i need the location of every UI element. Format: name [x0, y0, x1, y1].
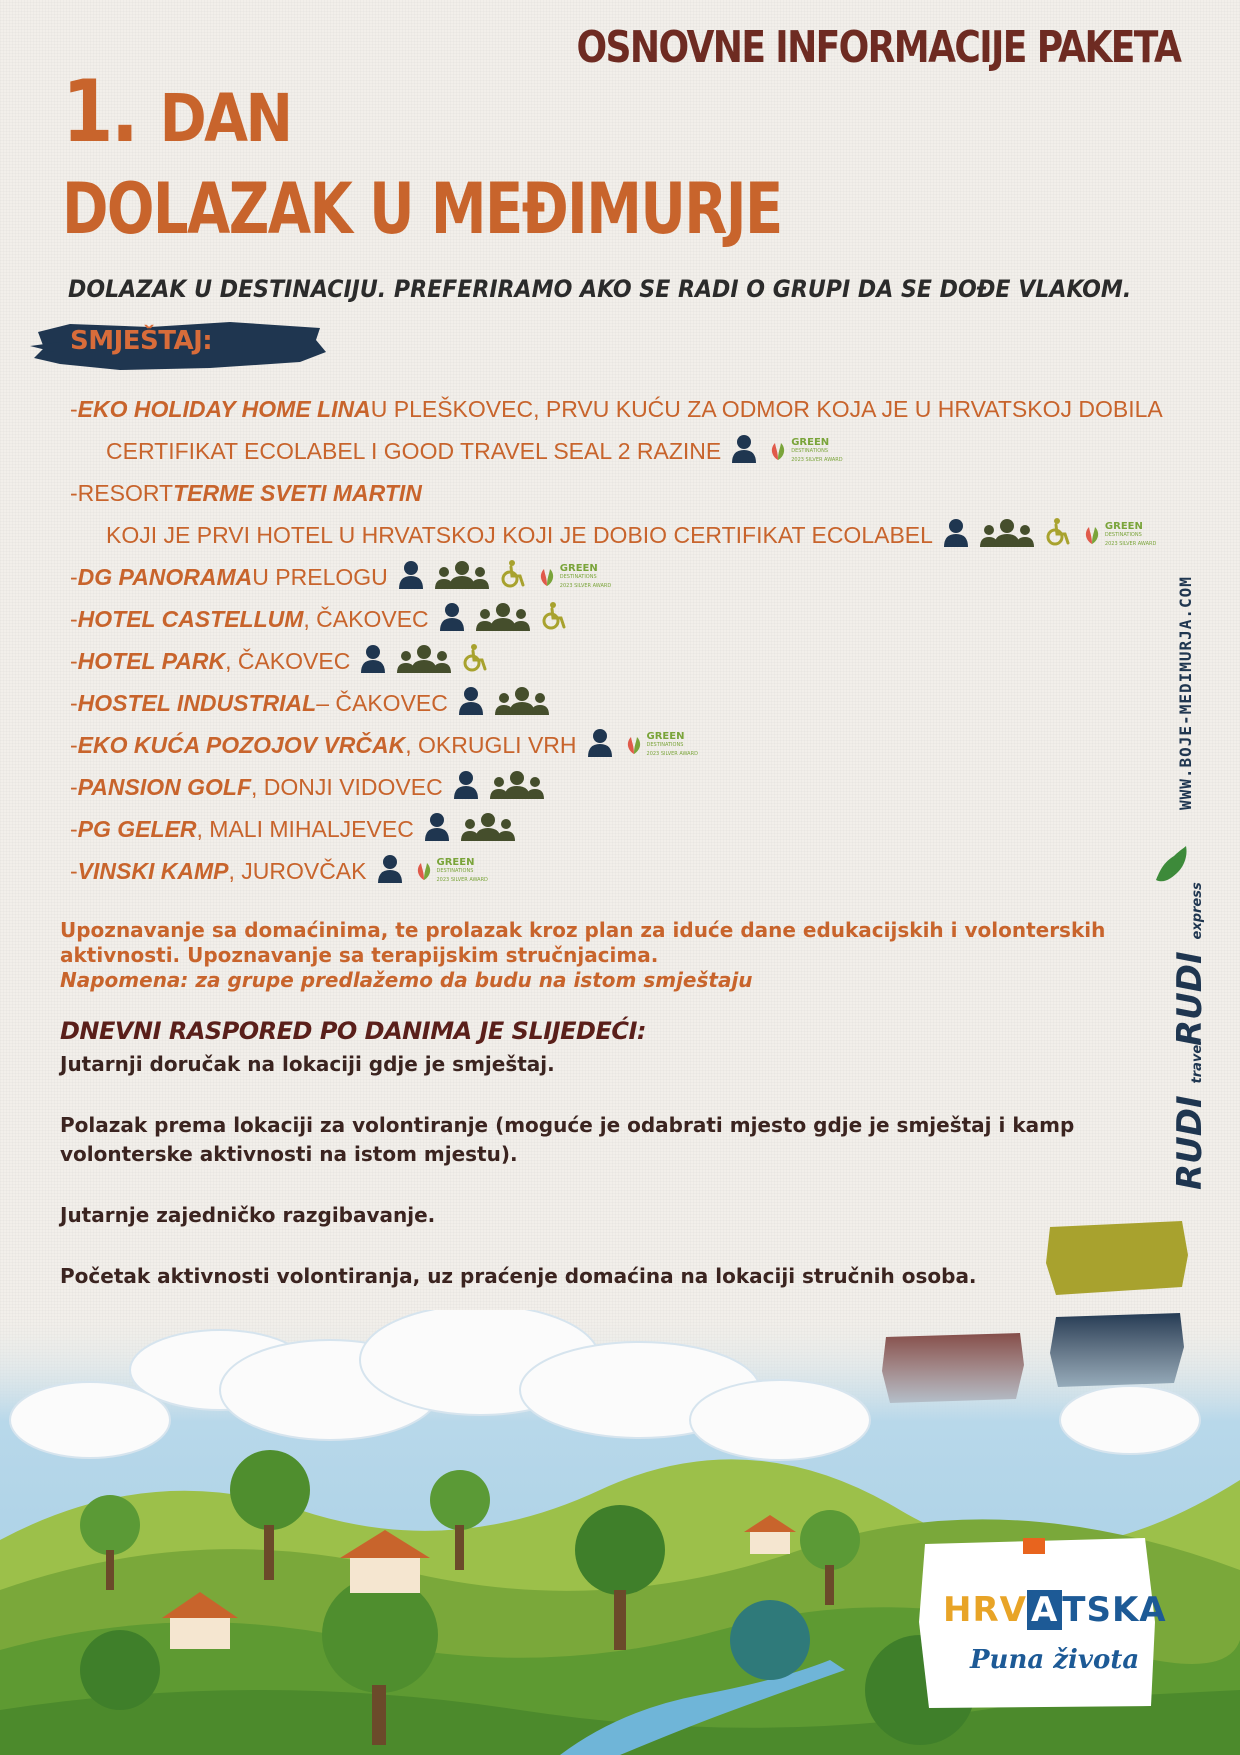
hrvatska-post: TSKA: [1062, 1590, 1167, 1630]
accommodation-location: , ČAKOVEC: [303, 605, 429, 632]
list-item: [70, 724, 1130, 766]
group-icon: [460, 811, 516, 847]
accommodation-name: HOTEL CASTELLUM: [77, 605, 304, 632]
day-word: DAN: [159, 80, 291, 157]
list-item-prefix: -: [70, 479, 78, 506]
group-icon: [979, 517, 1035, 553]
person-icon: [941, 517, 971, 553]
accommodation-location: RESORT: [77, 479, 174, 506]
wheelchair-icon: [460, 643, 490, 679]
list-item-prefix: -: [70, 605, 78, 632]
person-icon: [422, 811, 452, 847]
rudi-travel-title: RUDI: [1170, 1095, 1210, 1190]
accommodation-name: EKO KUĆA POZOJOV VRČAK: [77, 731, 406, 758]
group-icon: [396, 643, 452, 679]
mustard-swatch: [1046, 1221, 1188, 1295]
person-icon: [456, 685, 486, 721]
person-icon: [585, 727, 615, 763]
list-item: [70, 556, 1130, 598]
wheelchair-icon: [498, 559, 528, 595]
person-icon: [396, 559, 426, 595]
accommodation-name: HOSTEL INDUSTRIAL: [77, 689, 317, 716]
schedule-item: Polazak prema lokaciji za volontiranje (moguće je odabrati mjesto gdje je smještaj i kamp volonterske aktivnosti na istom mjestu).: [60, 1113, 1075, 1166]
accommodation-location: , JUROVČAK: [228, 857, 367, 884]
person-icon: [358, 643, 388, 679]
group-icon: [475, 601, 531, 637]
list-item: [70, 472, 1130, 514]
schedule-item: Početak aktivnosti volontiranja, uz praćenje domaćina na lokaciji stručnih osoba.: [60, 1264, 977, 1288]
orientation-paragraph: [60, 918, 1140, 993]
person-icon: [437, 601, 467, 637]
day-title: DOLAZAK U MEĐIMURJE: [62, 168, 782, 250]
schedule-heading: DNEVNI RASPORED PO DANIMA JE SLIJEDEĆI:: [60, 1017, 646, 1045]
list-item-prefix: -: [70, 395, 78, 422]
green-destinations-logo: GREEN DESTINATIONS 2023 SILVER AWARD: [413, 858, 488, 885]
list-item: [70, 430, 1130, 472]
day-number-value: 1.: [62, 62, 137, 162]
accommodation-location: U PRELOGU: [252, 563, 388, 590]
schedule-item: Jutarnji doručak na lokaciji gdje je smještaj.: [60, 1052, 555, 1076]
accommodation-name: DG PANORAMA: [77, 563, 253, 590]
accommodation-name: HOTEL PARK: [77, 647, 226, 674]
wheelchair-icon: [1043, 517, 1073, 553]
green-destinations-logo: GREEN DESTINATIONS 2023 SILVER AWARD: [536, 564, 611, 591]
hrvatska-logo: [943, 1590, 1167, 1630]
accommodation-name: VINSKI KAMP: [77, 857, 229, 884]
accommodation-location: – ČAKOVEC: [316, 689, 448, 716]
accommodation-location: , ČAKOVEC: [225, 647, 351, 674]
list-item: [70, 640, 1130, 682]
hrvatska-a: A: [1027, 1590, 1062, 1630]
rudi-express-title: RUDI: [1170, 951, 1210, 1046]
accommodation-name: PANSION GOLF: [77, 773, 252, 800]
rudi-express-subtitle: express: [1190, 882, 1205, 940]
list-item-prefix: -: [70, 857, 78, 884]
green-destinations-logo: GREEN DESTINATIONS 2023 SILVER AWARD: [1081, 522, 1156, 549]
website-link[interactable]: WWW.BOJE-MEDIMURJA.COM: [1176, 576, 1195, 810]
orientation-text: Upoznavanje sa domaćinima, te prolazak kroz plan za iduće dane edukacijskih i volonterskih aktivnosti. Upoznavanje sa terapijskim stručnjacima.: [60, 918, 1106, 967]
list-item: [70, 850, 1130, 892]
accommodation-name: TERME SVETI MARTIN: [173, 479, 422, 506]
list-item: [70, 598, 1130, 640]
list-item: [70, 514, 1157, 556]
list-item-prefix: -: [70, 731, 78, 758]
accommodation-label: SMJEŠTAJ:: [70, 326, 213, 356]
accommodation-location: CERTIFIKAT ECOLABEL I GOOD TRAVEL SEAL 2 RAZINE: [106, 437, 722, 464]
accommodation-location: , MALI MIHALJEVEC: [196, 815, 414, 842]
page-header-title: OSNOVNE INFORMACIJE PAKETA: [576, 22, 1180, 73]
rudi-travel-logo: [1170, 1040, 1210, 1190]
orientation-note: Napomena: za grupe predlažemo da budu na istom smještaju: [60, 968, 753, 992]
accommodation-name: EKO HOLIDAY HOME LINA: [77, 395, 371, 422]
list-item-prefix: -: [70, 689, 78, 716]
group-icon: [434, 559, 490, 595]
person-icon: [375, 853, 405, 889]
list-item: [70, 766, 1130, 808]
list-item: [70, 808, 1130, 850]
accommodation-location: KOJI JE PRVI HOTEL U HRVATSKOJ KOJI JE DOBIO CERTIFIKAT ECOLABEL: [106, 521, 933, 548]
accommodation-name: PG GELER: [77, 815, 197, 842]
schedule-item: Jutarnje zajedničko razgibavanje.: [60, 1203, 436, 1227]
rudi-express-logo: [1170, 882, 1210, 1046]
rudi-travel-subtitle: travel: [1190, 1040, 1205, 1084]
hrvatska-tagline: Puna života: [970, 1645, 1140, 1675]
list-item: [70, 682, 1130, 724]
list-item-prefix: -: [70, 563, 78, 590]
person-icon: [451, 769, 481, 805]
accommodation-location: , DONJI VIDOVEC: [251, 773, 443, 800]
group-icon: [494, 685, 550, 721]
accommodation-list: [70, 388, 1163, 892]
person-icon: [729, 433, 759, 469]
accommodation-location: U PLEŠKOVEC, PRVU KUĆU ZA ODMOR KOJA JE U HRVATSKOJ DOBILA: [370, 395, 1163, 422]
day-number: [62, 62, 290, 162]
list-item-prefix: -: [70, 815, 78, 842]
intro-text: DOLAZAK U DESTINACIJU. PREFERIRAMO AKO SE RADI O GRUPI DA SE DOĐE VLAKOM.: [68, 275, 1132, 303]
accommodation-location: , OKRUGLI VRH: [405, 731, 577, 758]
wheelchair-icon: [539, 601, 569, 637]
list-item-prefix: -: [70, 647, 78, 674]
list-item: [70, 388, 1163, 430]
list-item-prefix: -: [70, 773, 78, 800]
group-icon: [489, 769, 545, 805]
green-destinations-logo: GREEN DESTINATIONS 2023 SILVER AWARD: [767, 438, 842, 465]
green-destinations-logo: GREEN DESTINATIONS 2023 SILVER AWARD: [623, 732, 698, 759]
hrvatska-pre: HRV: [943, 1590, 1027, 1630]
